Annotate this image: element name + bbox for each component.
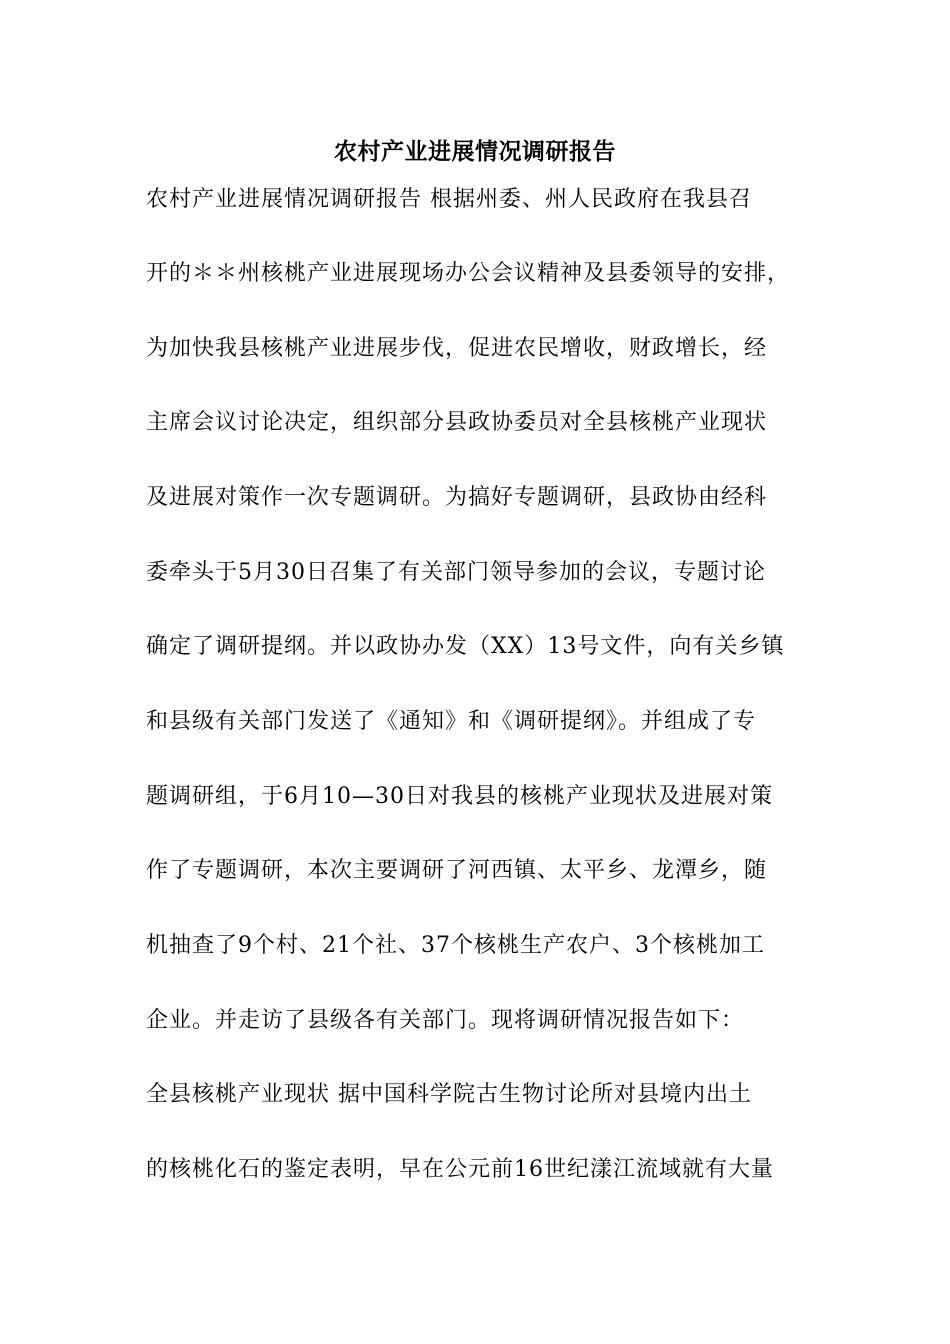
- body-line-1: 农村产业进展情况调研报告 根据州委、州人民政府在我县召: [146, 187, 752, 212]
- body-line-7: 确定了调研提纲。并以政协办发（XX）13号文件，向有关乡镇: [146, 634, 785, 659]
- body-line-3: 为加快我县核桃产业进展步伐，促进农民增收，财政增长，经: [146, 336, 768, 361]
- body-line-14: 的核桃化石的鉴定表明，早在公元前16世纪漾江流域就有大量: [146, 1157, 774, 1182]
- body-line-11: 机抽查了9个村、21个社、37个核桃生产农户、3个核桃加工: [146, 933, 765, 958]
- body-line-2: 开的＊＊州核桃产业进展现场办公会议精神及县委领导的安排，: [146, 261, 791, 286]
- body-line-10: 作了专题调研，本次主要调研了河西镇、太平乡、龙潭乡，随: [146, 858, 768, 883]
- body-line-5: 及进展对策作一次专题调研。为搞好专题调研，县政协由经科: [146, 485, 768, 510]
- body-line-8: 和县级有关部门发送了《通知》和《调研提纲》。并组成了专: [146, 709, 757, 734]
- document-title: 农村产业进展情况调研报告: [334, 138, 616, 165]
- body-line-13: 全县核桃产业现状 据中国科学院古生物讨论所对县境内出土: [146, 1082, 752, 1107]
- body-line-4: 主席会议讨论决定，组织部分县政协委员对全县核桃产业现状: [146, 410, 768, 435]
- body-line-6: 委牵头于5月30日召集了有关部门领导参加的会议，专题讨论: [146, 560, 766, 585]
- body-line-12: 企业。并走访了县级各有关部门。现将调研情况报告如下：: [146, 1008, 745, 1033]
- body-line-9: 题调研组，于6月10—30日对我县的核桃产业现状及进展对策: [146, 784, 773, 809]
